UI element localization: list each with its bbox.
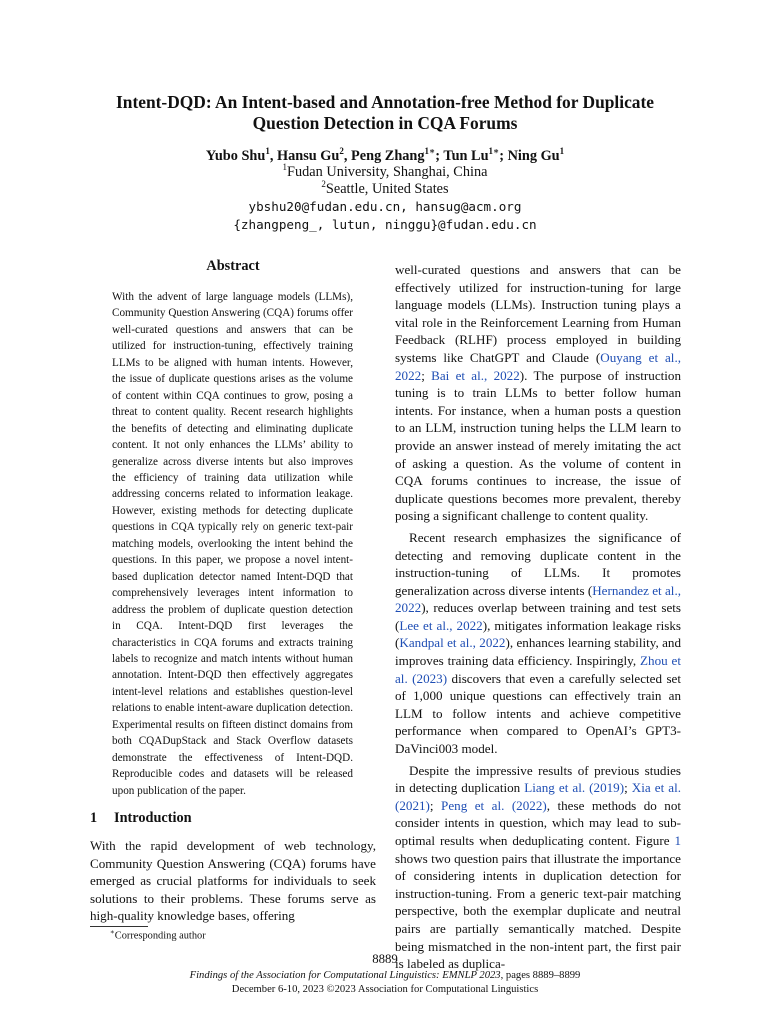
affiliation-mark: 2 — [321, 179, 326, 190]
author-affiliation-mark: 1∗ — [424, 146, 436, 157]
body-text: well-curated questions and answers that can be effectively utilized for instruction-tuning for large language models (LLMs). Instruction tuning plays a vital role in the Reinforcement Learning from Human Feedback (RLHF) process employed in building systems like ChatGPT and Claude ( — [395, 262, 681, 365]
affiliation-1 — [60, 163, 710, 181]
body-text: shows two question pairs that illustrate the importance of considering intents in duplication detection for instruction-tuning. From a generic text-pair matching perspective, both the exemplar duplicate and neutral pairs are partially semantically matched. Despite being mismatched in the non-intent part, the first pair is labeled as duplica- — [395, 850, 681, 972]
author-name: Ning Gu — [507, 148, 560, 164]
citation-link[interactable]: Liang et al. (2019) — [524, 780, 625, 796]
intro-text: With the rapid development of web technology, Community Question Answering (CQA) forums have emerged as crucial platforms for individuals to seek solutions to their problems. These forums serve as high-quality knowledge bases, offering — [90, 838, 376, 924]
body-text: ). The purpose of instruction tuning is to train LLMs to better follow human intents. For instance, when a human posts a question to an LLM, instruction tuning helps the LLM learn to provide an answer instead of merely imitating the act of asking a question. As the volume of content in CQA forums continues to increase, the issue of duplicate questions becomes more prevalent, thereby posing a significant challenge to content quality. — [395, 367, 681, 524]
title-line-2: Question Detection in CQA Forums — [252, 113, 518, 133]
affiliation-text: Fudan University, Shanghai, China — [287, 164, 488, 180]
footnote-text: Corresponding author — [114, 930, 206, 942]
emails-line-1: ybshu20@fudan.edu.cn, hansug@acm.org — [248, 199, 522, 214]
author-affiliation-mark: 2 — [339, 146, 344, 157]
abstract-text: With the advent of large language models (LLMs), Community Question Answering (CQA) forums offer well-curated questions and answers that can be utilized for instruction-tuning, effectively training LLMs to be aligned with human intents. However, the issue of duplicate questions arises as the volume of content within CQA continues to grow, posing a threat to content quality. Recent research highlights the benefits of detecting and eliminating duplicate content. It not only enhances the LLMs’ ability to generalize across diverse intents but also improves the efficiency of training data utilization while addressing concerns related to information leakage. However, existing methods for detecting duplicate questions in CQA typically rely on generic text-pair matching models, overlooking the intent behind the questions. In this paper, we propose a novel intent-based duplication detector named Intent-DQD that comprehensively leverages intent information to address the problem of duplicate question detection in CQA. Intent-DQD first leverages the characteristics in CQA forums and extracts training labels to recognize and match intents without human annotation. Intent-DQD then effectively aggregates intent-level relations and establishes question-level relations to enable intent-aware duplication detection. Experimental results on fifteen distinct domains from both CQADupStack and Stack Overflow datasets demonstrate the effectiveness of Intent-DQD. Reproducible codes and datasets will be released upon publication of the paper. — [112, 291, 353, 797]
citation-link[interactable]: Zhou et al. (2023) — [395, 653, 681, 686]
body-text: ; — [624, 780, 632, 796]
page-number: 8889 — [372, 952, 398, 966]
emails-line-2: {zhangpeng_, lutun, ninggu}@fudan.edu.cn — [233, 217, 537, 232]
citation-link[interactable]: Xia et al. (2021) — [395, 780, 681, 813]
abstract-heading: Abstract — [206, 258, 260, 274]
affiliation-2 — [60, 180, 710, 198]
title-line-1: Intent-DQD: An Intent-based and Annotation-free Method for Duplicate — [116, 92, 654, 112]
affiliation-mark: 1 — [282, 162, 288, 173]
author-affiliation-mark: 1∗ — [488, 146, 500, 157]
section-heading — [90, 810, 192, 827]
section-title: Introduction — [114, 810, 192, 826]
venue-pages: , pages 8889–8899 — [500, 970, 581, 981]
body-text: , these methods do not consider intents in question, which may lead to sub-optimal results when deduplicating content. Figure — [395, 797, 681, 848]
citation-link[interactable]: Peng et al. (2022) — [441, 797, 547, 813]
author-name: Tun Lu — [443, 148, 489, 164]
footnote — [110, 928, 206, 941]
author-name: Hansu Gu — [277, 148, 340, 164]
footnote-divider — [90, 926, 148, 927]
body-text: Recent research emphasizes the significance of detecting and removing duplicate content in the instruction-tuning of LLMs. It promotes generalization across diverse intents ( — [395, 529, 681, 598]
body-text: ), reduces overlap between training and test sets ( — [395, 600, 681, 633]
citation-link[interactable]: Lee et al., 2022 — [399, 617, 483, 633]
body-text: ; — [421, 367, 432, 383]
section-number: 1 — [90, 810, 98, 826]
right-paragraph-2 — [395, 529, 681, 758]
author-affiliation-mark: 1 — [559, 146, 565, 157]
right-paragraph-3 — [395, 762, 681, 973]
footnote-mark: ∗ — [110, 928, 115, 936]
author-list: Yubo Shu$^1$, Hansu Gu$^2$, Peng Zhang$^{1∗}$; Tun $Lu^{1∗}$; Ning Gu$^1$ — [205, 146, 565, 164]
venue-name: Findings of the Association for Computational Linguistics: EMNLP 2023 — [189, 970, 501, 981]
citation-link[interactable]: Hernandez et al., 2022 — [395, 582, 681, 616]
author-name: Peng Zhang — [351, 148, 425, 164]
author-affiliation-mark: 1 — [265, 146, 270, 157]
abstract-body — [112, 289, 353, 799]
copyright-footer: December 6-10, 2023 ©2023 Association for Computational Linguistics — [231, 984, 539, 995]
citation-link[interactable]: Ouyang et al., 2022 — [395, 349, 681, 383]
venue-footer — [0, 969, 770, 983]
body-text: ), enhances learning stability, and improves training data efficiency. Inspiringly, — [395, 635, 681, 669]
affiliation-text: Seattle, United States — [325, 181, 449, 197]
body-text: ; — [429, 797, 442, 813]
right-paragraph-1 — [395, 261, 681, 525]
citation-link[interactable]: Kandpal et al., 2022 — [399, 635, 506, 651]
figure-reference-link[interactable]: 1 — [674, 833, 681, 848]
author-name: Yubo Shu — [205, 148, 266, 164]
paper-title — [60, 92, 710, 134]
citation-link[interactable]: Bai et al., 2022 — [431, 367, 520, 383]
body-text: ), mitigates information leakage risks ( — [395, 617, 681, 651]
body-text: discovers that even a carefully selected set of 1,000 unique questions can effectively train an LLM to follow intents and achieve competitive performance when compared to OpenAI’s GPT3-DaVinci003 model. — [395, 670, 682, 757]
right-column — [395, 261, 681, 977]
body-text: Despite the impressive results of previous studies in detecting duplication — [395, 762, 681, 796]
intro-left-paragraph — [90, 837, 376, 925]
